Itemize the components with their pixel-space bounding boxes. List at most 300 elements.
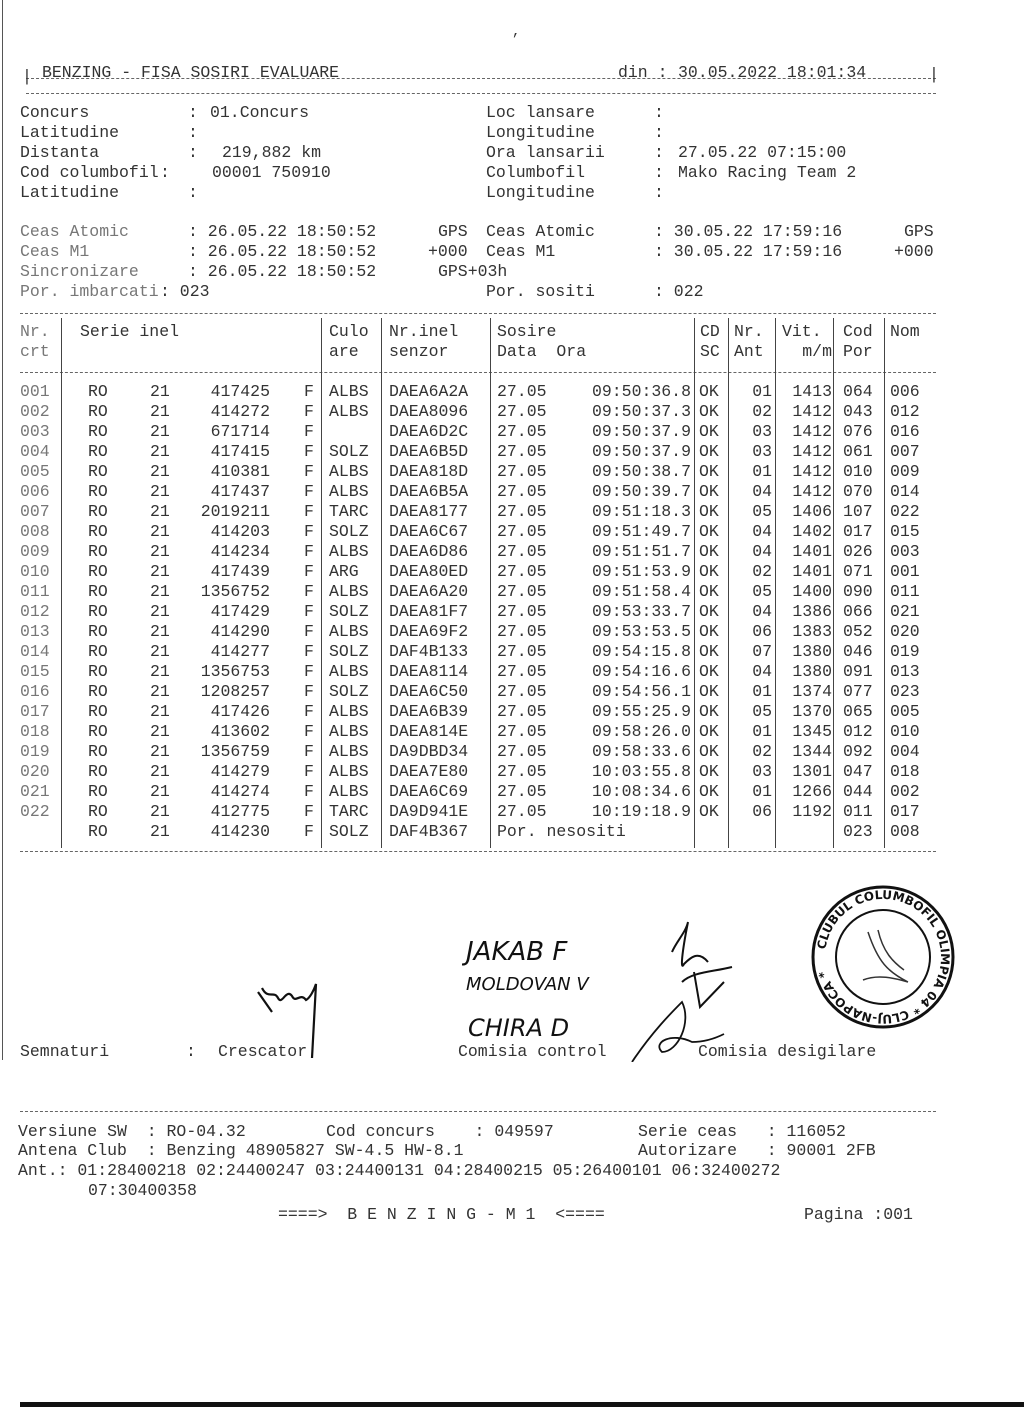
cell-data: 27.05	[497, 762, 547, 781]
info-sep: :	[654, 183, 664, 202]
cell-nr: 019	[20, 742, 50, 761]
cell-data: 27.05	[497, 802, 547, 821]
cell-ora: 09:50:37.9	[591, 422, 691, 441]
cell-nr: 007	[20, 502, 50, 521]
cell-nom: 017	[890, 802, 920, 821]
table-row	[0, 782, 1024, 802]
semnaturi-label: Semnaturi	[20, 1042, 110, 1061]
table-border-bottom	[20, 851, 936, 852]
cell-inel: 414290	[210, 622, 270, 641]
cell-data: 27.05	[497, 622, 547, 641]
cell-nom: 007	[890, 442, 920, 461]
cell-nom: 016	[890, 422, 920, 441]
cell-ant: 02	[752, 742, 772, 761]
cell-sex: F	[304, 382, 314, 401]
autorizare: Autorizare : 90001 2FB	[638, 1141, 876, 1160]
cell-sex: F	[304, 782, 314, 801]
cell-cod: 061	[843, 442, 873, 461]
cell-vit: 1412	[792, 402, 832, 421]
cell-cod: 065	[843, 702, 873, 721]
cell-nr: 013	[20, 622, 50, 641]
cell-cd: OK	[699, 562, 719, 581]
cell-cod: 012	[843, 722, 873, 741]
cell-an: 21	[150, 802, 170, 821]
por-sositi-value: : 022	[654, 282, 704, 301]
cell-tara: RO	[88, 422, 108, 441]
cell-an: 21	[150, 522, 170, 541]
cell-data: Por. nesositi	[497, 822, 626, 841]
cell-an: 21	[150, 502, 170, 521]
footer-border	[20, 1111, 936, 1112]
cell-cod: 070	[843, 482, 873, 501]
table-row	[0, 402, 1024, 422]
cell-sex: F	[304, 602, 314, 621]
cell-cul: TARC	[329, 502, 369, 521]
ora-lansarii-value: 27.05.22 07:15:00	[678, 143, 847, 162]
cell-ant: 04	[752, 542, 772, 561]
cell-vit: 1344	[792, 742, 832, 761]
cell-senzor: DAEA80ED	[389, 562, 469, 581]
table-border-header	[20, 372, 936, 373]
scan-bottom-edge	[20, 1402, 1024, 1407]
cell-sex: F	[304, 422, 314, 441]
cell-nr: 008	[20, 522, 50, 541]
clock-value: : 26.05.22 18:50:52	[188, 262, 377, 281]
cell-an: 21	[150, 702, 170, 721]
cell-senzor: DAEA6B5D	[389, 442, 469, 461]
cell-nr: 001	[20, 382, 50, 401]
cell-nr: 014	[20, 642, 50, 661]
concurs-value: 01.Concurs	[210, 103, 310, 122]
cell-an: 21	[150, 382, 170, 401]
cell-ora: 09:53:53.5	[591, 622, 691, 641]
cell-nr: 005	[20, 462, 50, 481]
cell-nr: 010	[20, 562, 50, 581]
cell-vit: 1374	[792, 682, 832, 701]
cell-sex: F	[304, 502, 314, 521]
header-cd: CD	[700, 322, 720, 341]
cell-cul: ALBS	[329, 782, 369, 801]
table-row	[0, 682, 1024, 702]
cell-cod: 052	[843, 622, 873, 641]
cell-vit: 1383	[792, 622, 832, 641]
cell-vit: 1406	[792, 502, 832, 521]
cell-inel: 417429	[210, 602, 270, 621]
cell-tara: RO	[88, 542, 108, 561]
cell-cd: OK	[699, 542, 719, 561]
cell-nom: 003	[890, 542, 920, 561]
table-row	[0, 442, 1024, 462]
table-row	[0, 802, 1024, 822]
commission-signatures	[462, 912, 762, 1062]
cell-data: 27.05	[497, 482, 547, 501]
cell-inel: 417437	[210, 482, 270, 501]
handwritten-name: JAKAB F	[466, 937, 568, 967]
cell-nr: 022	[20, 802, 50, 821]
cell-cod: 066	[843, 602, 873, 621]
header-sc: SC	[700, 342, 720, 361]
scan-mark: ,	[512, 24, 521, 40]
cell-ora: 09:54:16.6	[591, 662, 691, 681]
info-sep: :	[654, 143, 664, 162]
cell-an: 21	[150, 562, 170, 581]
cell-nom: 020	[890, 622, 920, 641]
cell-cul: ALBS	[329, 542, 369, 561]
cell-nom: 004	[890, 742, 920, 761]
clock-label: Ceas M1	[486, 242, 556, 261]
info-sep: :	[654, 123, 664, 142]
info-label: Longitudine	[486, 183, 595, 202]
cell-sex: F	[304, 482, 314, 501]
distanta-value: 219,882 km	[222, 143, 322, 162]
cell-inel: 410381	[210, 462, 270, 481]
serie-ceas: Serie ceas : 116052	[638, 1122, 846, 1141]
club-stamp	[808, 882, 958, 1032]
cell-cd: OK	[699, 502, 719, 521]
cell-cod: 044	[843, 782, 873, 801]
cell-nr: 011	[20, 582, 50, 601]
cell-data: 27.05	[497, 402, 547, 421]
cell-vit: 1266	[792, 782, 832, 801]
cell-inel: 412775	[210, 802, 270, 821]
cod-columbofil-value: 00001 750910	[212, 163, 331, 182]
cell-tara: RO	[88, 642, 108, 661]
cell-cod: 047	[843, 762, 873, 781]
cell-tara: RO	[88, 762, 108, 781]
cell-cd: OK	[699, 662, 719, 681]
header-ant: Ant	[734, 342, 764, 361]
cell-cd: OK	[699, 382, 719, 401]
cell-data: 27.05	[497, 742, 547, 761]
cell-cul: ALBS	[329, 702, 369, 721]
cell-inel: 413602	[210, 722, 270, 741]
info-label: Loc lansare	[486, 103, 595, 122]
cell-cod: 076	[843, 422, 873, 441]
header-data-ora: Data Ora	[497, 342, 587, 361]
cell-nom: 015	[890, 522, 920, 541]
info-label: Latitudine	[20, 123, 120, 142]
cell-inel: 417425	[210, 382, 270, 401]
cell-cd: OK	[699, 462, 719, 481]
cell-sex: F	[304, 562, 314, 581]
table-row	[0, 642, 1024, 662]
cell-nr: 021	[20, 782, 50, 801]
cell-data: 27.05	[497, 642, 547, 661]
header-serie-inel: Serie inel	[80, 322, 180, 341]
svg-text:CLUBUL COLUMBOFIL OLIMPIA 04 *: CLUBUL COLUMBOFIL OLIMPIA 04 * CLUJ-NAPOCA *	[814, 887, 953, 1027]
cell-inel: 2019211	[200, 502, 270, 521]
cell-cd: OK	[699, 802, 719, 821]
cell-senzor: DAEA8096	[389, 402, 469, 421]
comisia-control-label: Comisia control	[458, 1042, 607, 1061]
cell-tara: RO	[88, 562, 108, 581]
cell-ora: 09:53:33.7	[591, 602, 691, 621]
cell-data: 27.05	[497, 522, 547, 541]
cell-tara: RO	[88, 402, 108, 421]
cell-an: 21	[150, 742, 170, 761]
cell-cul: ALBS	[329, 722, 369, 741]
clock-suffix: +000	[428, 242, 468, 261]
cell-tara: RO	[88, 482, 108, 501]
cell-nom: 010	[890, 722, 920, 741]
cell-nr: 017	[20, 702, 50, 721]
cell-data: 27.05	[497, 722, 547, 741]
info-sep: :	[188, 183, 198, 202]
cell-cod: 090	[843, 582, 873, 601]
cell-ant: 01	[752, 682, 772, 701]
cell-ora: 09:51:18.3	[591, 502, 691, 521]
table-row	[0, 382, 1024, 402]
header-cod: Cod	[843, 322, 873, 341]
cell-tara: RO	[88, 382, 108, 401]
cell-nom: 023	[890, 682, 920, 701]
cell-ora: 10:08:34.6	[591, 782, 691, 801]
cell-tara: RO	[88, 802, 108, 821]
table-row	[0, 662, 1024, 682]
cell-nom: 011	[890, 582, 920, 601]
cell-cd: OK	[699, 442, 719, 461]
cell-vit: 1412	[792, 462, 832, 481]
cell-nom: 021	[890, 602, 920, 621]
cell-an: 21	[150, 662, 170, 681]
cell-sex: F	[304, 402, 314, 421]
table-row	[0, 462, 1024, 482]
antenna-list-cont: 07:30400358	[88, 1181, 197, 1200]
cell-an: 21	[150, 722, 170, 741]
cell-inel: 414230	[210, 822, 270, 841]
cell-senzor: DAEA6C69	[389, 782, 469, 801]
cell-sex: F	[304, 462, 314, 481]
cell-sex: F	[304, 642, 314, 661]
clock-label: Ceas Atomic	[20, 222, 129, 241]
cell-ant: 03	[752, 422, 772, 441]
cell-cul: ALBS	[329, 402, 369, 421]
cell-sex: F	[304, 442, 314, 461]
cell-tara: RO	[88, 702, 108, 721]
cell-vit: 1401	[792, 562, 832, 581]
header-mm: m/m	[802, 342, 832, 361]
cell-cod: 043	[843, 402, 873, 421]
cell-nr: 002	[20, 402, 50, 421]
cell-sex: F	[304, 522, 314, 541]
table-row	[0, 502, 1024, 522]
cell-senzor: DAEA6B5A	[389, 482, 469, 501]
cell-nom: 006	[890, 382, 920, 401]
cell-ora: 09:51:58.4	[591, 582, 691, 601]
cell-nr: 003	[20, 422, 50, 441]
cell-vit: 1370	[792, 702, 832, 721]
cell-cod: 091	[843, 662, 873, 681]
info-label: Concurs	[20, 103, 90, 122]
cell-nr: 012	[20, 602, 50, 621]
clock-suffix: GPS	[904, 222, 934, 241]
page-number: Pagina :001	[804, 1205, 913, 1224]
cell-cod: 077	[843, 682, 873, 701]
cell-inel: 414203	[210, 522, 270, 541]
cell-ant: 02	[752, 562, 772, 581]
header-sosire: Sosire	[497, 322, 557, 341]
cell-cul: ARG	[329, 562, 359, 581]
cell-cul: SOLZ	[329, 822, 369, 841]
clock-value: : 26.05.22 18:50:52	[188, 242, 377, 261]
info-sep: :	[654, 163, 664, 182]
cell-cod: 026	[843, 542, 873, 561]
header-nr-ant: Nr.	[734, 322, 764, 341]
cell-senzor: DAEA69F2	[389, 622, 469, 641]
table-row	[0, 542, 1024, 562]
cell-data: 27.05	[497, 662, 547, 681]
table-row	[0, 602, 1024, 622]
cell-inel: 414279	[210, 762, 270, 781]
cell-cod: 071	[843, 562, 873, 581]
cell-data: 27.05	[497, 602, 547, 621]
cell-data: 27.05	[497, 562, 547, 581]
cell-sex: F	[304, 622, 314, 641]
cell-an: 21	[150, 582, 170, 601]
cell-an: 21	[150, 822, 170, 841]
cell-cd: OK	[699, 422, 719, 441]
cell-inel: 414277	[210, 642, 270, 661]
columbofil-value: Mako Racing Team 2	[678, 163, 857, 182]
cell-tara: RO	[88, 582, 108, 601]
cell-inel: 417439	[210, 562, 270, 581]
cell-senzor: DAEA6C67	[389, 522, 469, 541]
cell-cod: 010	[843, 462, 873, 481]
cell-nom: 013	[890, 662, 920, 681]
cell-tara: RO	[88, 462, 108, 481]
cell-cod: 064	[843, 382, 873, 401]
cell-senzor: DAEA818D	[389, 462, 469, 481]
table-row	[0, 762, 1024, 782]
cell-cd: OK	[699, 522, 719, 541]
cell-vit: 1412	[792, 422, 832, 441]
cell-senzor: DAEA6D2C	[389, 422, 469, 441]
cell-ant: 05	[752, 502, 772, 521]
report-date-label: din :	[618, 63, 668, 82]
info-sep: :	[188, 143, 198, 162]
cell-tara: RO	[88, 602, 108, 621]
cell-data: 27.05	[497, 502, 547, 521]
antena-club: Antena Club : Benzing 48905827 SW-4.5 HW-8.1	[18, 1141, 464, 1160]
info-label: Latitudine	[20, 183, 120, 202]
cell-cod: 011	[843, 802, 873, 821]
cell-an: 21	[150, 482, 170, 501]
cell-an: 21	[150, 602, 170, 621]
cell-cod: 107	[843, 502, 873, 521]
cell-tara: RO	[88, 782, 108, 801]
clock-label: Por. imbarcati	[20, 282, 159, 301]
table-row	[0, 582, 1024, 602]
cell-an: 21	[150, 642, 170, 661]
cell-nom: 009	[890, 462, 920, 481]
cell-sex: F	[304, 702, 314, 721]
cell-senzor: DAEA8177	[389, 502, 469, 521]
cell-vit: 1380	[792, 642, 832, 661]
cell-ora: 09:58:33.6	[591, 742, 691, 761]
cell-ora: 09:50:37.3	[591, 402, 691, 421]
cell-nr: 015	[20, 662, 50, 681]
header-por: Por	[843, 342, 873, 361]
cell-ora: 09:50:39.7	[591, 482, 691, 501]
cell-cul: SOLZ	[329, 442, 369, 461]
benzing-banner: ====> B E N Z I N G - M 1 <====	[278, 1205, 605, 1224]
cell-an: 21	[150, 402, 170, 421]
cell-sex: F	[304, 742, 314, 761]
cell-ant: 03	[752, 762, 772, 781]
cell-nr: 020	[20, 762, 50, 781]
info-label: Distanta	[20, 143, 100, 162]
info-sep: :	[188, 123, 198, 142]
cell-tara: RO	[88, 502, 108, 521]
cell-vit: 1412	[792, 482, 832, 501]
cell-inel: 414274	[210, 782, 270, 801]
cell-senzor: DA9DBD34	[389, 742, 469, 761]
cell-ora: 09:51:53.9	[591, 562, 691, 581]
cell-cd: OK	[699, 682, 719, 701]
cell-nom: 008	[890, 822, 920, 841]
cell-ora: 09:50:38.7	[591, 462, 691, 481]
cell-inel: 1356752	[200, 582, 270, 601]
info-label: Longitudine	[486, 123, 595, 142]
cell-cd: OK	[699, 722, 719, 741]
table-row	[0, 622, 1024, 642]
cell-cd: OK	[699, 742, 719, 761]
cell-cul: ALBS	[329, 482, 369, 501]
cell-vit: 1386	[792, 602, 832, 621]
cell-data: 27.05	[497, 582, 547, 601]
header-vit: Vit.	[782, 322, 822, 341]
handwritten-name: CHIRA D	[468, 1014, 570, 1042]
cell-tara: RO	[88, 722, 108, 741]
cell-cd: OK	[699, 582, 719, 601]
info-label: Ora lansarii	[486, 143, 605, 162]
cell-data: 27.05	[497, 542, 547, 561]
crescator-signature	[250, 970, 330, 1060]
cell-cul: ALBS	[329, 462, 369, 481]
cod-concurs: Cod concurs : 049597	[326, 1122, 554, 1141]
cell-cd: OK	[699, 762, 719, 781]
cell-cul: TARC	[329, 802, 369, 821]
cell-sex: F	[304, 762, 314, 781]
cell-cul: ALBS	[329, 622, 369, 641]
cell-an: 21	[150, 782, 170, 801]
cell-cd: OK	[699, 602, 719, 621]
cell-vit: 1380	[792, 662, 832, 681]
cell-an: 21	[150, 442, 170, 461]
cell-senzor: DAEA7E80	[389, 762, 469, 781]
semnaturi-sep: :	[186, 1042, 196, 1061]
report-title: BENZING - FISA SOSIRI EVALUARE	[42, 63, 340, 82]
clock-label: Sincronizare	[20, 262, 139, 281]
cell-nom: 014	[890, 482, 920, 501]
clock-value: : 30.05.22 17:59:16	[654, 242, 843, 261]
clock-suffix: GPS	[438, 222, 468, 241]
table-row	[0, 522, 1024, 542]
cell-nom: 019	[890, 642, 920, 661]
cell-data: 27.05	[497, 782, 547, 801]
info-label: Cod columbofil	[20, 163, 159, 182]
cell-inel: 417426	[210, 702, 270, 721]
info-label: Columbofil	[486, 163, 586, 182]
cell-nom: 022	[890, 502, 920, 521]
cell-ora: 09:58:26.0	[591, 722, 691, 741]
cell-senzor: DAEA81F7	[389, 602, 469, 621]
cell-cod: 017	[843, 522, 873, 541]
cell-an: 21	[150, 682, 170, 701]
cell-tara: RO	[88, 622, 108, 641]
cell-inel: 1356753	[200, 662, 270, 681]
cell-ora: 10:19:18.9	[591, 802, 691, 821]
